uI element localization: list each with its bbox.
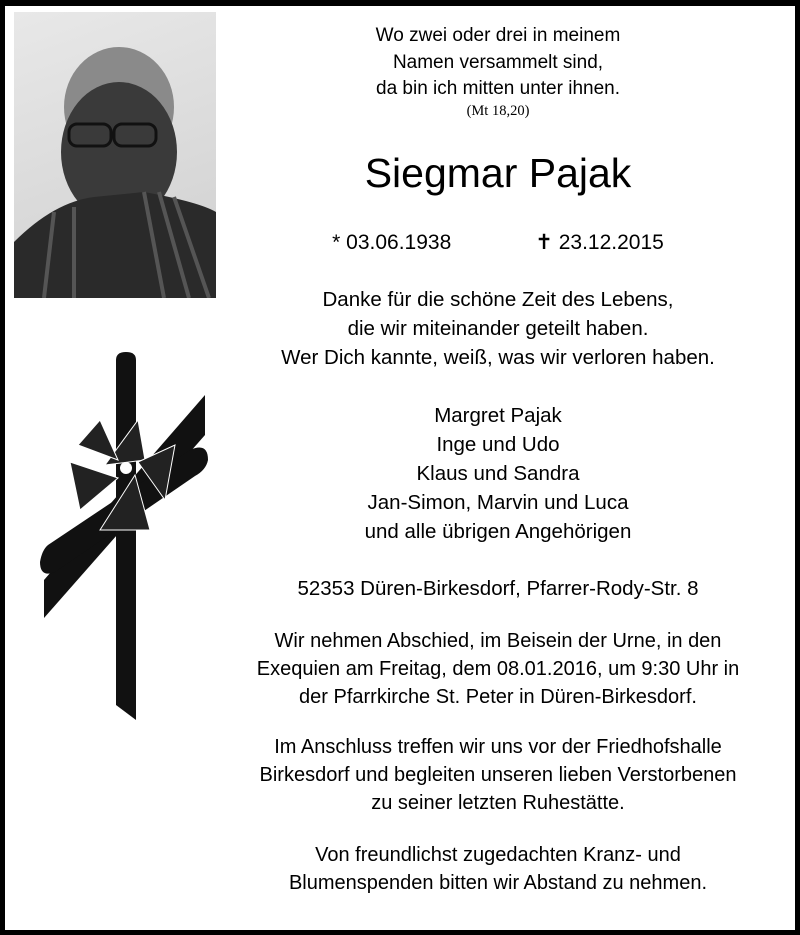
paragraph-line: der Pfarrkirche St. Peter in Düren-Birkesdorf.: [299, 686, 697, 708]
death-date: [535, 230, 664, 255]
family-member: Klaus und Sandra: [416, 462, 580, 485]
funeral-service-paragraph: [200, 627, 796, 711]
family-member: und alle übrigen Angehörigen: [364, 520, 632, 543]
paragraph-line: zu seiner letzten Ruhestätte.: [371, 792, 625, 814]
paragraph-line: Wir nehmen Abschied, im Beisein der Urne, in den: [274, 630, 722, 652]
bible-verse: [200, 23, 796, 103]
birth-star-icon: *: [332, 231, 341, 254]
death-cross-icon: ✝: [535, 231, 553, 254]
thanks-line: die wir miteinander geteilt haben.: [347, 317, 649, 340]
life-dates: [200, 230, 796, 255]
cross-with-flower-icon: [30, 350, 220, 730]
paragraph-line: Exequien am Freitag, dem 08.01.2016, um 9:30 Uhr in: [256, 658, 740, 680]
death-date-value: 23.12.2015: [558, 231, 664, 254]
portrait-photo: [14, 12, 216, 298]
verse-reference: (Mt 18,20): [466, 103, 530, 119]
paragraph-line: Birkesdorf und begleiten unseren lieben Verstorbenen: [259, 764, 737, 786]
donations-paragraph: [200, 841, 796, 897]
verse-line: Namen versammelt sind,: [392, 51, 604, 73]
paragraph-line: Blumenspenden bitten wir Abstand zu nehmen.: [288, 872, 708, 894]
thanks-line: Danke für die schöne Zeit des Lebens,: [322, 288, 674, 311]
deceased-name: Siegmar Pajak: [364, 150, 632, 196]
verse-line: da bin ich mitten unter ihnen.: [376, 78, 620, 99]
thanks-text: [200, 285, 796, 372]
thanks-line: Wer Dich kannte, weiß, was wir verloren haben.: [281, 346, 715, 369]
birth-date-value: 03.06.1938: [346, 231, 452, 254]
family-member: Jan-Simon, Marvin und Luca: [367, 491, 629, 514]
verse-line: Wo zwei oder drei in meinem: [375, 25, 621, 46]
family-member: Margret Pajak: [434, 404, 562, 427]
address: 52353 Düren-Birkesdorf, Pfarrer-Rody-Str. 8: [297, 577, 699, 600]
burial-paragraph: [200, 733, 796, 817]
family-list: [200, 401, 796, 546]
paragraph-line: Von freundlichst zugedachten Kranz- und: [315, 844, 681, 866]
birth-date: [332, 231, 451, 255]
paragraph-line: Im Anschluss treffen wir uns vor der Friedhofshalle: [274, 736, 722, 758]
family-member: Inge und Udo: [436, 433, 560, 456]
